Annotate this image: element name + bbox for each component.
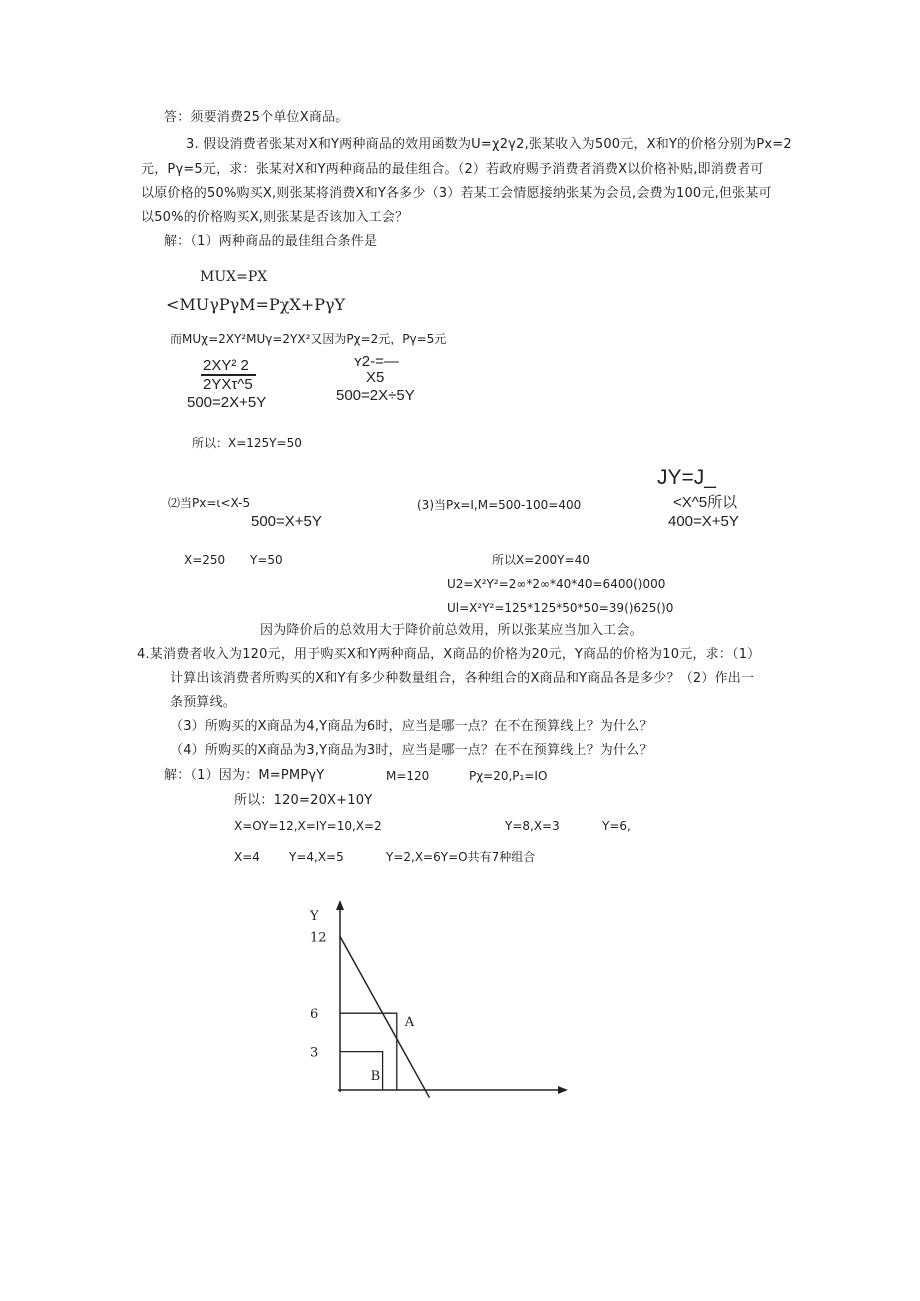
combinations-line-1c: Y=6, (602, 819, 631, 833)
y-tick-label-12: 12 (310, 930, 327, 946)
part-2-heading: ⑵当Px=ι<X-5 (168, 496, 251, 510)
y-axis-arrow (336, 900, 344, 910)
equation-b-line-3: 500=2X÷5Y (336, 387, 415, 404)
utility-after: U2=X²Y²=2∞*2∞*40*40=6400()000 (447, 577, 666, 591)
q3-problem-line-3: 以原价格的50%购买X,则张某将消费X和Y各多少（3）若某工会情愿接纳张某为会员,会费为100元,但张某可 (141, 186, 772, 201)
y-axis-label: Y (310, 909, 319, 924)
combinations-line-2a: X=4 (234, 850, 260, 864)
equation-b-line-1: ʏ2-=— (354, 353, 399, 370)
combinations-line-1b: Y=8,X=3 (505, 819, 560, 833)
combinations-line-2b: Y=4,X=5 (289, 850, 344, 864)
y-tick-label-6: 6 (310, 1007, 319, 1023)
q4-problem-line-1: 4.某消费者收入为120元，用于购买X和Y两种商品，X商品的价格为20元，Y商品的价格为10元，求：（1） (137, 647, 761, 662)
budget-line (340, 936, 429, 1097)
q4-problem-line-2: 计算出该消费者所购买的X和Y有多少种数量组合，各种组合的X商品和Y商品各是多少？（2）作出一 (170, 671, 755, 686)
q4-problem-line-3: 条预算线。 (170, 695, 237, 710)
point-a-label: A (404, 1015, 415, 1031)
combinations-line-1a: X=OY=12,X=IY=10,X=2 (234, 819, 382, 833)
q4-solution-prices: Pχ=20,P₁=IO (469, 769, 548, 783)
point-b-label: B (370, 1069, 381, 1084)
equation-a-line-1: 2XY² 2 (203, 357, 249, 374)
utility-before: Ul=X²Y²=125*125*50*50=39()625()0 (447, 601, 674, 615)
part-3-line-1: <X^5所以 (673, 494, 738, 511)
optimal-condition-2: <MUγPγM=PχX+PγY (166, 295, 346, 314)
marginal-utility-line: 而MUχ=2XY²MUγ=2YX²又因为Pχ=2元，Pγ=5元 (170, 332, 447, 346)
q4-subquestion-4: （4）所购买的X商品为3,Y商品为3时，应当是哪一点？在不在预算线上？为什么？ (170, 743, 653, 758)
equation-b-line-2: X5 (366, 369, 385, 386)
previous-answer: 答：须要消费25个单位X商品。 (164, 110, 349, 125)
part-3-result: 所以X=200Y=40 (492, 553, 590, 567)
result-part-1: 所以：X=125Y=50 (192, 436, 302, 450)
x-axis-arrow (558, 1086, 568, 1094)
optimal-condition-1: MUX=PX (200, 269, 268, 285)
part-3-big-equation: JY=J_ (657, 466, 716, 489)
part-2-result-y: Y=50 (250, 553, 283, 567)
q3-solution-intro: 解：（1）两种商品的最佳组合条件是 (164, 234, 378, 249)
equation-a-line-2: 2YXτ^5 (203, 376, 253, 393)
part-2-budget-equation: 500=X+5Y (251, 513, 322, 530)
part-2-result-x: X=250 (184, 553, 226, 567)
q3-problem-line-4: 以50%的价格购买X,则张某是否该加入工会？ (141, 210, 409, 225)
q4-subquestion-3: （3）所购买的X商品为4,Y商品为6时，应当是哪一点？在不在预算线上？为什么？ (170, 719, 653, 734)
q4-solution-income: M=120 (386, 769, 430, 783)
y-tick-label-3: 3 (310, 1045, 319, 1061)
q3-problem-line-1: 3. 假设消费者张某对X和Y两种商品的效用函数为U=χ2γ2,张某收入为500元，X和Y的价格分别为Px=2 (186, 137, 792, 152)
q4-budget-equation: 所以：120=20X+10Y (234, 793, 373, 808)
part-3-heading: (3)当Px=I,M=500-100=400 (417, 498, 582, 512)
q4-solution-a: 解：（1）因为：M=PMPγY (164, 768, 325, 783)
conclusion: 因为降价后的总效用大于降价前总效用，所以张某应当加入工会。 (260, 623, 643, 638)
q3-problem-line-2: 元，Pγ=5元，求：张某对X和Y两种商品的最佳组合。（2）若政府赐予消费者消费X以价格补贴,即消费者可 (141, 162, 764, 177)
combinations-line-2c: Y=2,X=6Y=O共有7种组合 (386, 850, 536, 864)
part-3-budget-equation: 400=X+5Y (668, 513, 739, 530)
equation-a-line-3: 500=2X+5Y (187, 394, 267, 411)
